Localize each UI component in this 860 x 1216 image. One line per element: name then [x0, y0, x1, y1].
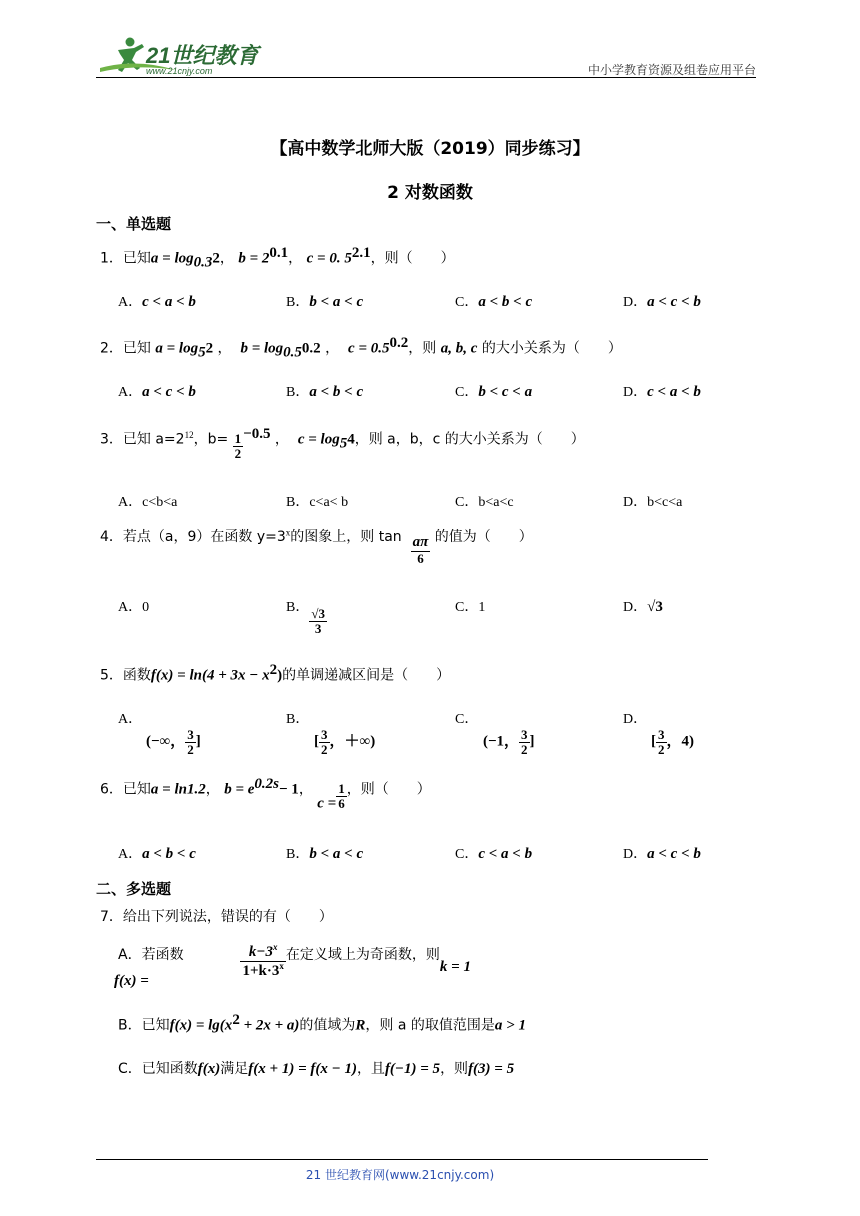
q1-option-c[interactable]: C．a < b < c [455, 294, 533, 310]
question-1: 1．已知$a = \log_{0.3}2$， $b = 2^{0.1}$， c = 0. $5^{2.1}$，则（ ） [100, 245, 455, 271]
q6-option-d[interactable]: D．a < c < b [623, 846, 701, 862]
q7-option-b[interactable]: B．已知$f(x) = \lg(x^2 + 2x + a)$的值域为R，则 a 的取值范围是a > 1 [118, 1012, 526, 1034]
page-subtitle: 2 对数函数 [387, 183, 473, 203]
q4-option-c[interactable]: C．1 [455, 600, 486, 615]
q6-option-a[interactable]: A．a < b < c [118, 846, 196, 862]
q2-option-d[interactable]: D．c < a < b [623, 384, 701, 400]
q5-option-b[interactable]: B． [ $\frac{3}{2}$ ，＋∞) [286, 712, 376, 757]
q2-option-a[interactable]: A．a < c < b [118, 384, 196, 400]
q1-option-d[interactable]: D．a < c < b [623, 294, 701, 310]
footer-link[interactable]: 21 世纪教育网(www.21cnjy.com) [305, 1168, 495, 1182]
logo-text: 21世纪教育 [146, 43, 259, 68]
q2-option-c[interactable]: C．b < c < a [455, 384, 533, 400]
q7-option-a[interactable]: A．若函数 f(x) = $\frac{k-3^x}{1+k\cdot 3^x}$ 在定义域上为奇函数，则k = 1 [114, 942, 471, 989]
section-single-choice: 一、单选题 [96, 215, 172, 233]
question-3: 3．已知 $a=2^{12}$，b= $\frac{1}{2}$ $^{-0.5}$ ， $c = \log_54$，则 a，b，c 的大小关系为（ ） [100, 426, 585, 461]
footer-divider [96, 1159, 708, 1160]
q1-option-b[interactable]: B．b < a < c [286, 294, 364, 310]
header-divider [96, 77, 756, 78]
q4-option-b[interactable]: B． $\frac{√3}{3}$ [286, 600, 325, 636]
q7-option-c[interactable]: C．已知函数f(x)满足f(x + 1) = f(x − 1)，且f(−1) = 5，则f(3) = 5 [118, 1061, 515, 1077]
q3-option-a[interactable]: A．c<b<a [118, 495, 178, 510]
q2-option-b[interactable]: B．a < b < c [286, 384, 364, 400]
question-2: 2．已知 $a = \log_52$ ， $b = \log_{0.5}0.2$ ， $c = 0.5^{0.2}$，则 a, b, c 的大小关系为（ ） [100, 335, 622, 361]
question-6: 6．已知a = ln1.2， $b = e^{0.2s}- 1$， c = $\frac{1}{6}$ ，则（ ） [100, 776, 431, 812]
q5-option-a[interactable]: A． (−∞， $\frac{3}{2}$ ] [118, 712, 201, 757]
page-title: 【高中数学北师大版（2019）同步练习】 [270, 139, 590, 159]
question-7: 7．给出下列说法，错误的有（ ） [100, 909, 333, 925]
section-multiple-choice: 二、多选题 [96, 880, 172, 898]
question-4: 4．若点（a，9）在函数 $y=3^x$的图象上，则 tan $\frac{a\pi}{6}$ 的值为（ ） [100, 527, 533, 566]
q3-option-b[interactable]: B．c<a< b [286, 495, 349, 510]
q4-option-d[interactable]: D．√3 [623, 599, 663, 615]
q4-option-a[interactable]: A．0 [118, 600, 150, 615]
q1-option-a[interactable]: A．c < a < b [118, 294, 196, 310]
q5-option-d[interactable]: D． [ $\frac{3}{2}$ ，4) [623, 712, 694, 757]
q5-option-c[interactable]: C． (−1， $\frac{3}{2}$ ] [455, 712, 535, 757]
q6-option-b[interactable]: B．b < a < c [286, 846, 364, 862]
question-5: 5．函数$f(x) = \ln(4 + 3x - x^2)$的单调递减区间是（ ） [100, 662, 451, 684]
q3-option-c[interactable]: C．b<a<c [455, 495, 514, 510]
platform-name: 中小学教育资源及组卷应用平台 [587, 63, 756, 77]
q3-option-d[interactable]: D．b<c<a [623, 495, 683, 510]
q6-option-c[interactable]: C．c < a < b [455, 846, 533, 862]
logo-url: www.21cnjy.com [146, 66, 213, 76]
